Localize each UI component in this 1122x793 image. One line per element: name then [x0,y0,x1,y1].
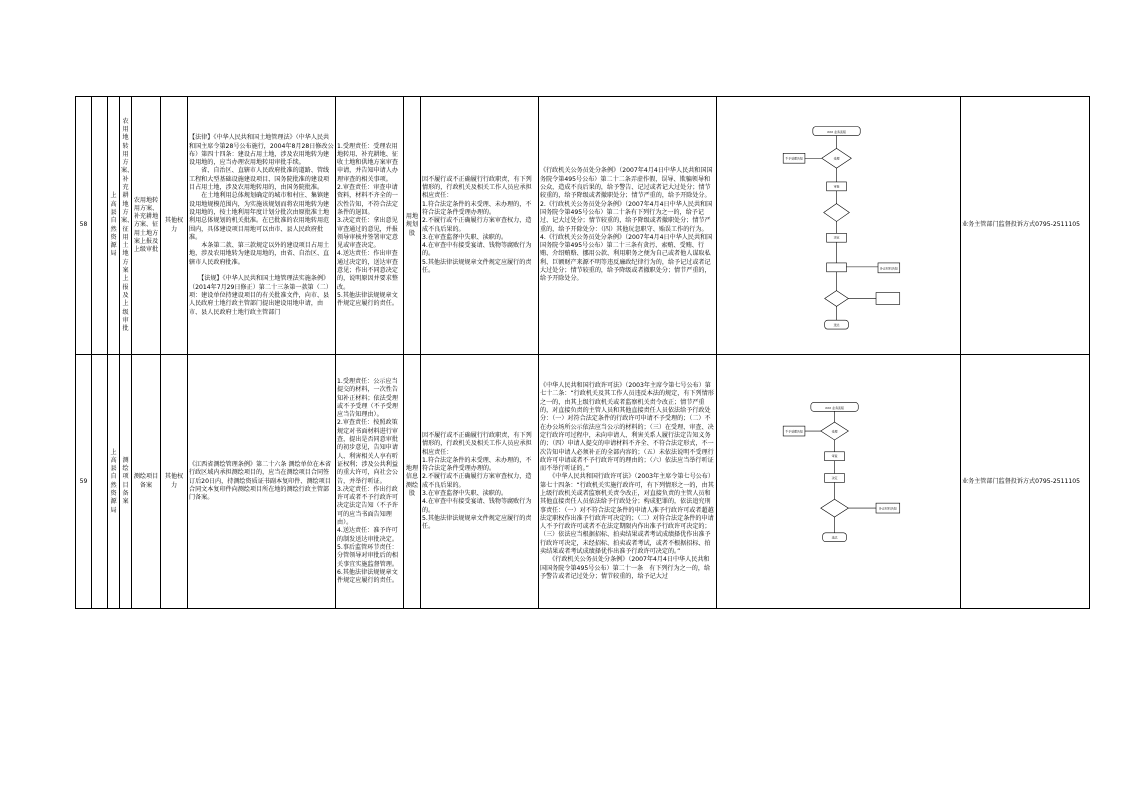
item-name-cell: 农用地转用方案、补充耕地方案、征用土地方案上报及上级审批 [120,97,132,355]
flow-label: 受理 [831,429,838,434]
power-list-table [75,96,1090,609]
legal-basis-cell: 【法律】《中华人民共和国土地管理法》（中华人民共和国主席令第28号公布施行，2004年8月28日修改公布）第四十四条：建设占用土地，涉及农用地转为建设用地的，应当办理农用地转用审批手续。 省、自治区、直辖市人民政府批准的道路、管线工程和大型基础设施建设项目、国务院批准的建设项目占用土地，涉及农用地转用的，由国务院批准。 在土地利用总体规划确定的城市和村庄、集镇建设用地规模范围内，为实施该规划而将农用地转为建设用地的，按土地利用年度计划分批次由原批准土地利用总体规划的机关批准。在已批准的农用地转用范围内，具体建设项目用地可以由市、县人民政府批准。 本条第二款、第三款规定以外的建设项目占用土地，涉及农用地转为建设用地的，由省、自治区、直辖市人民政府批准。 【法规】《中华人民共和国土地管理法实施条例》（2014年7月29日修正）第二十三条第一款第（二）项：建设单位持建设项目的有关批准文件，向市、县人民政府土地行政主管部门提出建设用地申请，由市、县人民政府土地行政主管部门 [188,97,336,355]
flow-process-node [827,263,847,272]
responsible-unit-cell: 用地规划股 [404,97,421,355]
item-name-cell: 测绘项目备案 [120,355,132,609]
punishment-basis-cell: 《中华人民共和国行政许可法》（2003年主席令第七号公布）第七十二条：“行政机关及其工作人员违反本法的规定，有下列情形之一的，由其上级行政机关或者监察机关责令改正；情节严重的，对直接负责的主管人员和其他直接责任人员依法给予行政处分：（一）对符合法定条件的行政许可申请不予受理的；（二）不在办公场所公示依法应当公示的材料的；（三）在受理、审查、决定行政许可过程中，未向申请人、利害关系人履行法定告知义务的；（四）申请人提交的申请材料不齐全、不符合法定形式，不一次告知申请人必须补正的全部内容的；（五）未依法说明不受理行政许可申请或者不予行政许可的理由的；（六）依法应当举行听证而不举行听证的。” 《中华人民共和国行政许可法》（2003年主席令第七号公布）第七十四条：“行政机关实施行政许可，有下列情形之一的，由其上级行政机关或者监察机关责令改正，对直接负责的主管人员和其他直接责任人员依法给予行政处分；构成犯罪的，依法追究刑事责任：（一）对不符合法定条件的申请人准予行政许可或者超越法定职权作出准予行政许可决定的；（二）对符合法定条件的申请人不予行政许可或者不在法定期限内作出准予行政许可决定的；（三）依法应当根据招标、拍卖结果或者考试成绩择优作出准予行政许可决定，未经招标、拍卖或者考试，或者不根据招标、拍卖结果或者考试成绩择优作出准予行政许可决定的。” 《行政机关公务员处分条例》（2007年4月4日中华人民共和国国务院令第495号公布）第二十一条 有下列行为之一的，给予警告或者记过处分；情节较重的，给予记大过 [539,355,717,609]
flow-title: XXX 业务流程 [827,130,846,135]
flow-label: 不予受理告知 [785,429,803,434]
flow-decision-node [824,204,850,222]
complaint-contact-cell: 业务主管部门监督投诉方式0795-2511105 [961,97,1090,355]
blank-cell [92,355,108,609]
flow-label: 决定 [831,476,838,481]
process-flowchart [718,97,959,351]
flowchart-cell [717,355,961,609]
row-number: 58 [76,97,92,355]
flow-label: 受理 [833,156,840,161]
power-category-cell: 其他权力 [161,355,188,609]
accountability-cell: 因不履行或不正确履行行政职责，有下列情形的，行政机关及相关工作人员应承担相应责任： 1.符合法定条件的未受理、未办理的，不符合法定条件受理办理的。 2.不履行或不正确履行方案审查权力，造成不良后果的。 3.在审查监督中失职、渎职的。 4.在审查中有接受宴请、钱物等腐败行为的。 5.其他法律法规规章文件规定应履行的责任。 [421,97,539,355]
table-row [76,97,1090,355]
flow-decision-node [825,291,849,307]
flow-label: 补正材料告知 [879,506,897,511]
flow-title: XXX 业务流程 [825,405,844,410]
table-row [76,355,1090,609]
department-cell: 上高县自然资源局 [108,97,120,355]
flow-label: 审查 [833,184,840,189]
sub-item-cell: 农用地转用方案、补充耕地方案、征用土地方案上报及上级审批 [132,97,161,355]
complaint-contact-cell: 业务主管部门监督投诉方式0795-2511105 [961,355,1090,609]
flow-label: 补正材料告知 [880,266,898,271]
sub-item-cell: 测绘项目备案 [132,355,161,609]
responsible-unit-cell: 地理信息测绘股 [404,355,421,609]
department-cell: 上高县自然资源局 [108,355,120,609]
flow-label: 不予受理告知 [785,156,803,161]
legal-basis-cell: 《江西省测绘管理条例》第二十六条 测绘单位在本省行政区域内承担测绘项目的，应当在测绘项目合同签订后20日内，持测绘资质证书副本复印件、测绘项目合同文本复印件向测绘项目所在地的测绘行政主管部门备案。 [188,355,336,609]
flow-side-node [876,293,900,305]
flow-label: 送达 [833,323,840,328]
blank-cell [92,97,108,355]
punishment-basis-cell: 《行政机关公务员处分条例》（2007年4月4日中华人民共和国国务院令第495号公布）第二十二条弄虚作假，误导、欺骗领导和公众，造成不良后果的，给予警告、记过或者记大过处分；情节较重的，给予降级或者撤职处分；情节严重的，给予开除处分。 2.《行政机关公务员处分条例》（2007年4月4日中华人民共和国国务院令第495号公布）第二十条有下列行为之一的，给予记过、记大过处分；情节较重的，给予降级或者撤职处分；情节严重的，给予开除处分：（四）其他玩忽职守、贻误工作的行为。 4.《行政机关公务员处分条例》（2007年4月4日中华人民共和国国务院令第495号公布）第二十三条有贪污、索贿、受贿、行贿、介绍贿赂、挪用公款、利用职务之便为自己或者他人谋取私利、巨额财产来源不明等违反廉政纪律行为的，给予记过或者记大过处分；情节较重的，给予降级或者撤职处分；情节严重的，给予开除处分。 [539,97,717,355]
flowchart-cell [717,97,961,355]
responsibility-cell: 1.受理责任：公示应当提交的材料，一次性告知补正材料；依法受理或不予受理（不予受理应当告知理由）。 2.审查责任：按照政策规定对书面材料进行审查，提出是否同意审批的初步意见，告知申请人、利害相关人享有听证权利；涉及公共利益的重大许可，向社会公告，并举行听证。 3.决定责任：作出行政许可或者不予行政许可决定法定告知（不予许可的应当书面告知理由）。 4.送达责任：准予许可的制发送达审批决定。 5.事后监管环节责任：分管领导对审批后的相关事宜实施监督管理。 6.其他法律法规规章文件规定应履行的责任。 [336,355,404,609]
flow-label: 审查 [831,454,838,459]
flow-label: 决定 [833,235,840,240]
accountability-cell: 因不履行或不正确履行行政职责，有下列情形的，行政机关及相关工作人员应承担相应责任： 1.符合法定条件的未受理、未办理的，不符合法定条件受理办理的。 2.不履行或不正确履行方案审查权力，造成不良后果的。 3.在审查监督中失职、渎职的。 4.在审查中有接受宴请、钱物等腐败行为的。 5.其他法律法规规章文件规定应履行的责任。 [421,355,539,609]
flow-label: 送达 [831,535,838,540]
power-category-cell: 其他权力 [161,97,188,355]
process-flowchart [718,355,959,605]
flow-decision-node [821,499,849,517]
row-number: 59 [76,355,92,609]
responsibility-cell: 1.受理责任：受理农用地转用、补充耕地、征收土地和供地方案审查申请，并告知申请人办理审查的相关事项。 2.审查责任：审查申请资料，材料不齐全的一次性告知，不符合法定条件的退回。 3.决定责任：拿出意见审查通过的意见，并报领导审核并签署审定意见或审查决定。 4.送达责任：作出审查通过决定的，送达审查意见；作出不同意决定的，说明原因并要求整改。 5.其他法律法规规章文件规定应履行的责任。 [336,97,404,355]
